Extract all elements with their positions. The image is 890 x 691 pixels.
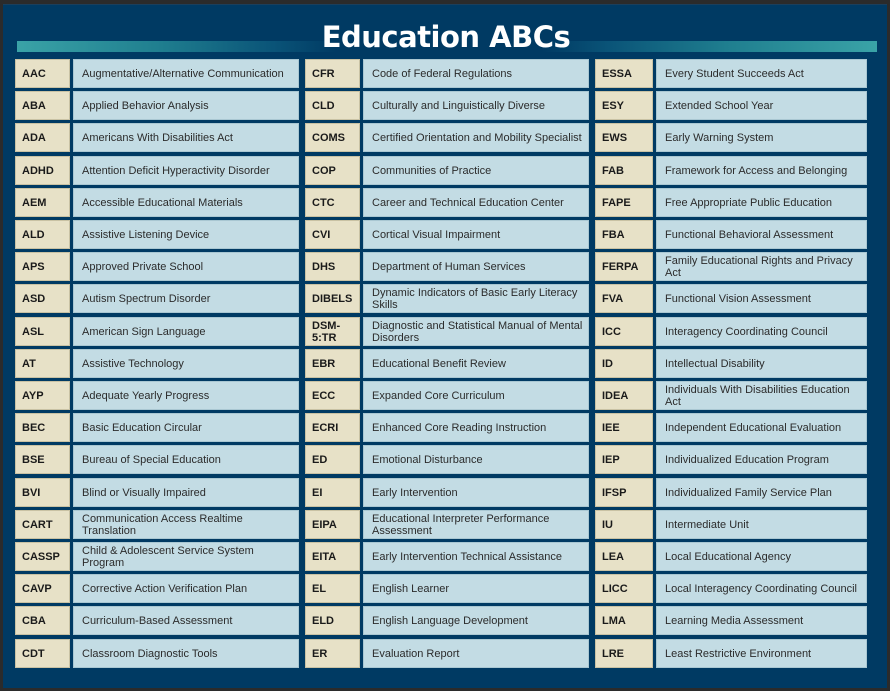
definition-cell: Intermediate Unit: [656, 510, 867, 539]
definition-cell: Basic Education Circular: [73, 413, 299, 442]
page-title: Education ABCs: [321, 20, 571, 54]
definition-cell: Individualized Family Service Plan: [656, 478, 867, 507]
definition-cell: Learning Media Assessment: [656, 606, 867, 635]
acronym-cell: EBR: [305, 349, 360, 378]
acronym-cell: EWS: [595, 123, 653, 152]
acronym-cell: FAB: [595, 156, 653, 185]
definition-cell: Enhanced Core Reading Instruction: [363, 413, 589, 442]
glossary-row: [15, 381, 299, 410]
acronym-cell: CBA: [15, 606, 70, 635]
definition-cell: English Learner: [363, 574, 589, 603]
acronym-cell: ECC: [305, 381, 360, 410]
definition-cell: Augmentative/Alternative Communication: [73, 59, 299, 88]
acronym-cell: LMA: [595, 606, 653, 635]
acronym-cell: IEE: [595, 413, 653, 442]
definition-cell: Individuals With Disabilities Education Act: [656, 381, 867, 410]
definition-cell: Independent Educational Evaluation: [656, 413, 867, 442]
acronym-cell: ADHD: [15, 156, 70, 185]
acronym-cell: ID: [595, 349, 653, 378]
acronym-cell: DSM-5:TR: [305, 317, 360, 346]
glossary-row: [305, 574, 589, 603]
glossary-row: [595, 188, 867, 217]
glossary-row: [595, 123, 867, 152]
definition-cell: Dynamic Indicators of Basic Early Literacy Skills: [363, 284, 589, 313]
acronym-cell: DIBELS: [305, 284, 360, 313]
glossary-row: [595, 317, 867, 346]
definition-cell: Curriculum-Based Assessment: [73, 606, 299, 635]
acronym-cell: IEP: [595, 445, 653, 474]
glossary-row: [15, 510, 299, 539]
acronym-cell: AAC: [15, 59, 70, 88]
definition-cell: Adequate Yearly Progress: [73, 381, 299, 410]
glossary-row: [595, 574, 867, 603]
glossary-row: [595, 252, 867, 281]
glossary-row: [595, 606, 867, 635]
acronym-cell: EL: [305, 574, 360, 603]
definition-cell: Emotional Disturbance: [363, 445, 589, 474]
definition-cell: Cortical Visual Impairment: [363, 220, 589, 249]
acronym-cell: LICC: [595, 574, 653, 603]
glossary-row: [15, 156, 299, 185]
definition-cell: Local Interagency Coordinating Council: [656, 574, 867, 603]
glossary-row: [15, 252, 299, 281]
acronym-cell: ELD: [305, 606, 360, 635]
glossary-row: [305, 59, 589, 88]
glossary-row: [595, 156, 867, 185]
definition-cell: Approved Private School: [73, 252, 299, 281]
glossary-row: [15, 542, 299, 571]
acronym-cell: CVI: [305, 220, 360, 249]
acronym-cell: ED: [305, 445, 360, 474]
glossary-row: [15, 123, 299, 152]
glossary-row: [15, 317, 299, 346]
acronym-cell: CASSP: [15, 542, 70, 571]
definition-cell: Child & Adolescent Service System Program: [73, 542, 299, 571]
acronym-cell: AYP: [15, 381, 70, 410]
definition-cell: Americans With Disabilities Act: [73, 123, 299, 152]
definition-cell: Evaluation Report: [363, 639, 589, 668]
acronym-cell: CLD: [305, 91, 360, 120]
definition-cell: Certified Orientation and Mobility Specialist: [363, 123, 589, 152]
definition-cell: Communication Access Realtime Translation: [73, 510, 299, 539]
glossary-row: [15, 574, 299, 603]
definition-cell: Every Student Succeeds Act: [656, 59, 867, 88]
acronym-cell: CFR: [305, 59, 360, 88]
acronym-cell: DHS: [305, 252, 360, 281]
glossary-row: [595, 510, 867, 539]
glossary-row: [15, 220, 299, 249]
glossary-row: [305, 284, 589, 313]
acronym-cell: FAPE: [595, 188, 653, 217]
definition-cell: Assistive Listening Device: [73, 220, 299, 249]
glossary-row: [305, 123, 589, 152]
acronym-cell: IFSP: [595, 478, 653, 507]
acronym-cell: ALD: [15, 220, 70, 249]
glossary-row: [15, 639, 299, 668]
acronym-cell: CART: [15, 510, 70, 539]
glossary-row: [595, 349, 867, 378]
acronym-cell: ADA: [15, 123, 70, 152]
acronym-cell: LRE: [595, 639, 653, 668]
glossary-row: [305, 188, 589, 217]
glossary-row: [305, 413, 589, 442]
acronym-cell: IU: [595, 510, 653, 539]
definition-cell: Early Intervention: [363, 478, 589, 507]
acronym-cell: EIPA: [305, 510, 360, 539]
acronym-cell: ICC: [595, 317, 653, 346]
acronym-cell: EITA: [305, 542, 360, 571]
definition-cell: Bureau of Special Education: [73, 445, 299, 474]
acronym-cell: FVA: [595, 284, 653, 313]
acronym-cell: ECRI: [305, 413, 360, 442]
glossary-row: [595, 478, 867, 507]
glossary-row: [305, 91, 589, 120]
acronym-cell: BEC: [15, 413, 70, 442]
glossary-row: [305, 606, 589, 635]
education-abcs-poster: [3, 4, 887, 688]
definition-cell: Code of Federal Regulations: [363, 59, 589, 88]
acronym-cell: APS: [15, 252, 70, 281]
acronym-cell: CTC: [305, 188, 360, 217]
definition-cell: Educational Interpreter Performance Assessment: [363, 510, 589, 539]
definition-cell: Blind or Visually Impaired: [73, 478, 299, 507]
acronym-cell: LEA: [595, 542, 653, 571]
definition-cell: Expanded Core Curriculum: [363, 381, 589, 410]
glossary-row: [595, 284, 867, 313]
acronym-cell: CDT: [15, 639, 70, 668]
definition-cell: Diagnostic and Statistical Manual of Mental Disorders: [363, 317, 589, 346]
definition-cell: Individualized Education Program: [656, 445, 867, 474]
glossary-row: [15, 188, 299, 217]
acronym-cell: COP: [305, 156, 360, 185]
acronym-cell: CAVP: [15, 574, 70, 603]
glossary-row: [595, 413, 867, 442]
definition-cell: Classroom Diagnostic Tools: [73, 639, 299, 668]
glossary-row: [595, 220, 867, 249]
acronym-cell: BSE: [15, 445, 70, 474]
glossary-row: [305, 220, 589, 249]
definition-cell: Functional Behavioral Assessment: [656, 220, 867, 249]
definition-cell: Applied Behavior Analysis: [73, 91, 299, 120]
definition-cell: Early Intervention Technical Assistance: [363, 542, 589, 571]
definition-cell: Assistive Technology: [73, 349, 299, 378]
definition-cell: Framework for Access and Belonging: [656, 156, 867, 185]
acronym-cell: AT: [15, 349, 70, 378]
acronym-cell: IDEA: [595, 381, 653, 410]
acronym-cell: ASD: [15, 284, 70, 313]
definition-cell: English Language Development: [363, 606, 589, 635]
acronym-cell: FERPA: [595, 252, 653, 281]
definition-cell: Extended School Year: [656, 91, 867, 120]
acronym-cell: ESY: [595, 91, 653, 120]
acronym-cell: ER: [305, 639, 360, 668]
acronym-cell: ABA: [15, 91, 70, 120]
glossary-row: [595, 639, 867, 668]
definition-cell: Communities of Practice: [363, 156, 589, 185]
definition-cell: American Sign Language: [73, 317, 299, 346]
definition-cell: Career and Technical Education Center: [363, 188, 589, 217]
acronym-cell: AEM: [15, 188, 70, 217]
glossary-row: [305, 478, 589, 507]
glossary-row: [15, 284, 299, 313]
definition-cell: Autism Spectrum Disorder: [73, 284, 299, 313]
glossary-row: [305, 445, 589, 474]
definition-cell: Intellectual Disability: [656, 349, 867, 378]
definition-cell: Department of Human Services: [363, 252, 589, 281]
glossary-row: [305, 349, 589, 378]
glossary-row: [15, 413, 299, 442]
definition-cell: Early Warning System: [656, 123, 867, 152]
definition-cell: Free Appropriate Public Education: [656, 188, 867, 217]
definition-cell: Educational Benefit Review: [363, 349, 589, 378]
glossary-row: [15, 91, 299, 120]
glossary-row: [595, 445, 867, 474]
glossary-row: [305, 252, 589, 281]
glossary-row: [15, 478, 299, 507]
definition-cell: Local Educational Agency: [656, 542, 867, 571]
glossary-row: [595, 542, 867, 571]
acronym-cell: ASL: [15, 317, 70, 346]
definition-cell: Family Educational Rights and Privacy Act: [656, 252, 867, 281]
glossary-row: [305, 381, 589, 410]
definition-cell: Culturally and Linguistically Diverse: [363, 91, 589, 120]
acronym-cell: ESSA: [595, 59, 653, 88]
definition-cell: Accessible Educational Materials: [73, 188, 299, 217]
glossary-row: [305, 156, 589, 185]
glossary-row: [595, 91, 867, 120]
definition-cell: Corrective Action Verification Plan: [73, 574, 299, 603]
glossary-row: [15, 59, 299, 88]
acronym-cell: COMS: [305, 123, 360, 152]
acronym-cell: EI: [305, 478, 360, 507]
glossary-row: [15, 349, 299, 378]
glossary-row: [305, 510, 589, 539]
glossary-row: [15, 445, 299, 474]
acronym-cell: BVI: [15, 478, 70, 507]
glossary-row: [305, 542, 589, 571]
glossary-row: [595, 59, 867, 88]
glossary-row: [305, 639, 589, 668]
definition-cell: Attention Deficit Hyperactivity Disorder: [73, 156, 299, 185]
glossary-row: [15, 606, 299, 635]
acronym-cell: FBA: [595, 220, 653, 249]
title-row: [15, 19, 877, 55]
glossary-row: [305, 317, 589, 346]
definition-cell: Least Restrictive Environment: [656, 639, 867, 668]
glossary-row: [595, 381, 867, 410]
definition-cell: Interagency Coordinating Council: [656, 317, 867, 346]
definition-cell: Functional Vision Assessment: [656, 284, 867, 313]
